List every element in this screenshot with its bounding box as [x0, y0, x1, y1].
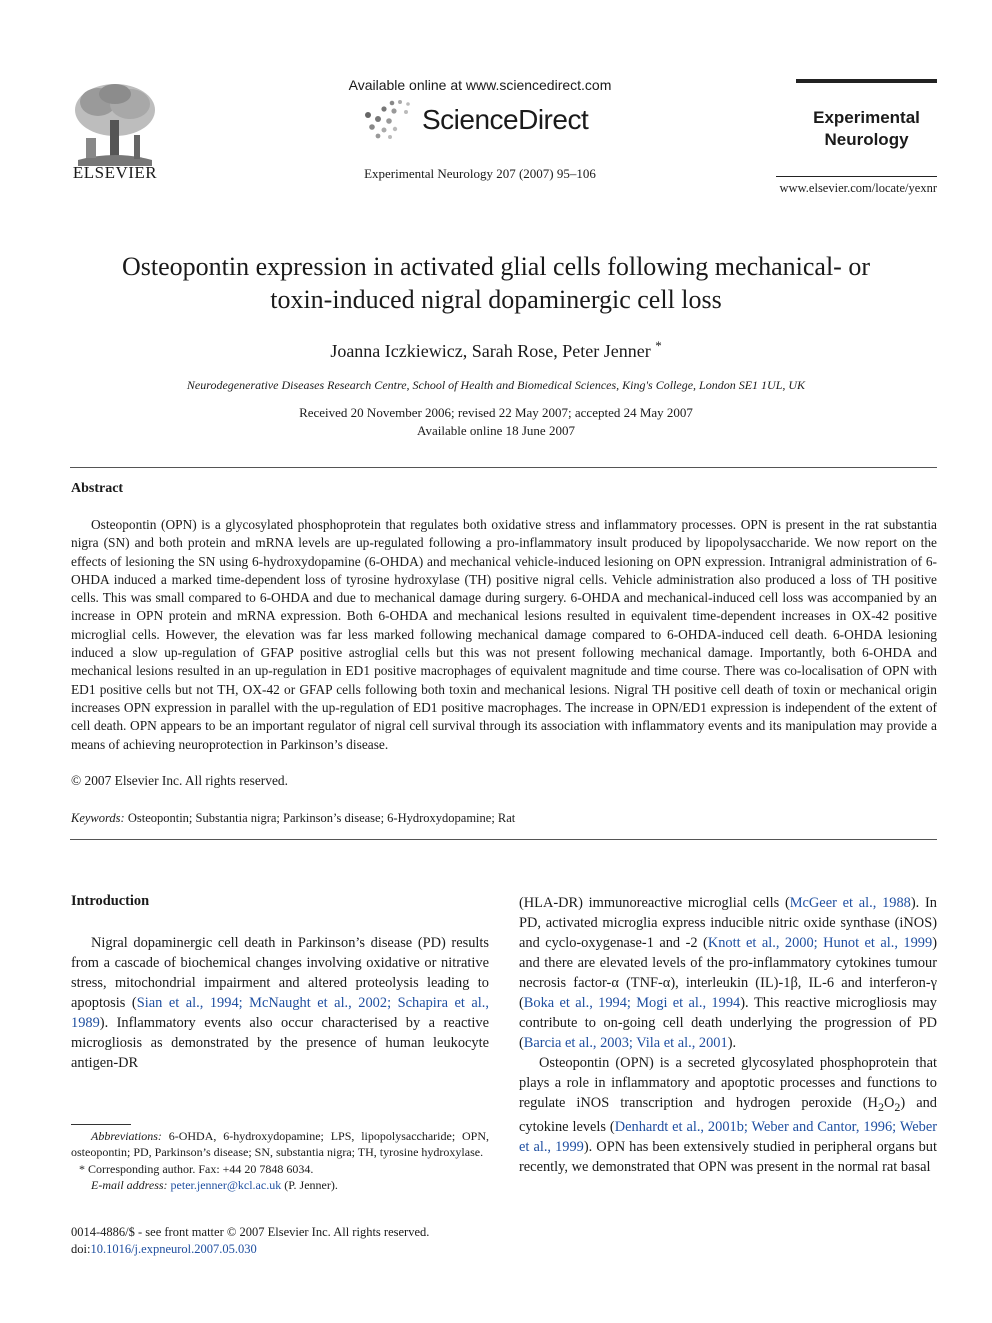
text-run: ) and cytokine levels (: [519, 1095, 938, 1135]
corresponding-text: Corresponding author. Fax: +44 20 7848 6034.: [88, 1161, 314, 1176]
text-run: Osteopontin (OPN) is a secreted glycosylated phosphoprotein that plays a role in inflammatory and apoptotic processes and functions to regulate iNOS transcription and hydrogen peroxide (H: [519, 1055, 937, 1111]
issn-line: 0014-4886/$ - see front matter © 2007 Elsevier Inc. All rights reserved.: [71, 1225, 430, 1239]
journal-title-line1: Experimental: [813, 108, 920, 127]
journal-rule-top: [796, 79, 937, 83]
citation-link[interactable]: Barcia et al., 2003; Vila et al., 2001: [523, 1035, 728, 1051]
citation-link[interactable]: Knott et al., 2000; Hunot et al., 1999: [707, 935, 933, 951]
email-link[interactable]: peter.jenner@kcl.ac.uk: [170, 1177, 282, 1192]
abbreviations-label: Abbreviations:: [91, 1129, 162, 1143]
abstract-bottom-rule: [70, 839, 937, 840]
journal-title: [796, 107, 937, 151]
footnotes: [71, 1128, 489, 1193]
text-run: ). This reactive microgliosis may contribute to on-going cell death underlying the progression of PD (: [519, 995, 937, 1051]
front-matter-info: [71, 1224, 489, 1258]
email-suffix: (P. Jenner).: [284, 1177, 338, 1192]
sciencedirect-dots-icon: [362, 99, 418, 139]
corresponding-footnote: [71, 1161, 489, 1177]
abstract-heading: Abstract: [71, 481, 124, 496]
text-run: (HLA-DR) immunoreactive microglial cells (: [519, 895, 790, 911]
text-run: ) and there are elevated levels of the pro-inflammatory cytokines tumour necrosis factor-α (TNF-α), interleukin (IL)-1β, IL-6 and interferon-γ (: [519, 935, 937, 1011]
doi-link[interactable]: 10.1016/j.expneurol.2007.05.030: [90, 1242, 257, 1256]
subscript: 2: [894, 1099, 901, 1114]
text-run: O: [883, 1095, 895, 1111]
text-run: Nigral dopaminergic cell death in Parkinson’s disease (PD) results from a cascade of biochemical changes involving oxidative or nitrative stress, mitochondrial impairment and altered proteolysis leading to apoptosis (: [71, 935, 489, 1011]
author-list: [60, 338, 932, 362]
right-column: [519, 893, 937, 1177]
abbreviations-text: 6-OHDA, 6-hydroxydopamine; LPS, lipopolysaccharide; OPN, osteopontin; PD, Parkinson’s disease; SN, substantia nigra; TH, tyrosine hydroxylase.: [71, 1129, 490, 1160]
abstract-top-rule: [70, 467, 937, 468]
corresponding-mark: *: [79, 1161, 85, 1176]
abstract-body: Osteopontin (OPN) is a glycosylated phosphoprotein that regulates both oxidative stress and inflammatory processes. OPN is present in the rat substantia nigra (SN) and both protein and mRNA levels are up-regulated following a pro-inflammatory insult produced by lipopolysaccharide. We now report on the effects of lesioning the SN using 6-hydroxydopamine (6-OHDA) and mechanical vehicle-induced lesioning on OPN expression. Intranigral administration of 6-OHDA induced a marked time-dependent loss of tyrosine hydroxylase (TH) positive nigral cells. Vehicle administration also produced a loss of TH positive cells. This was small compared to 6-OHDA and due to mechanical damage during surgery. 6-OHDA and mechanical-induced cell loss was accompanied by an increase in OPN protein and mRNA expression. Both 6-OHDA and mechanical lesions resulted in equivalent time-dependent increases in OX-42 positive microglial cells. However, the elevation was far less marked following mechanical damage compared to 6-OHDA-induced cell death. 6-OHDA lesioning induced a slow up-regulation of GFAP positive astroglial cells but this was not present following mechanical damage. Importantly, both 6-OHDA and mechanical lesions resulted in an up-regulation in ED1 positive macrophages of equivalent magnitude and time course. There was co-localisation of OPN with ED1 positive cells but not TH, OX-42 or GFAP cells following both toxin and mechanical lesions. Nigral TH positive cell death of toxin or mechanical origin increases OPN expression in parallel with the up-regulation of ED1 positive macrophages. The increase in OPN/ED1 expression is independent of the extent of cell death. OPN appears to be an important regulator of nigral cell survival through its association with inflammatory events and its manipulation may provide a means of achieving neuroprotection in Parkinson’s disease.: [71, 517, 937, 752]
received-dates: Received 20 November 2006; revised 22 May 2007; accepted 24 May 2007: [299, 405, 693, 420]
text-run: ).: [727, 1035, 737, 1051]
doi-label: doi:: [71, 1242, 91, 1256]
intro-paragraph-2: [519, 1053, 937, 1177]
sciencedirect-wordmark[interactable]: ScienceDirect: [422, 104, 589, 135]
citation-link[interactable]: Boka et al., 1994; Mogi et al., 1994: [523, 995, 741, 1011]
elsevier-tree-logo: [68, 80, 162, 166]
citation-link[interactable]: Sian et al., 1994; McNaught et al., 2002; Schapira et al., 1989: [71, 995, 489, 1031]
email-footnote: [71, 1177, 489, 1193]
abbreviations-footnote: [71, 1128, 489, 1161]
copyright-notice: © 2007 Elsevier Inc. All rights reserved.: [71, 773, 288, 788]
citation-link[interactable]: McGeer et al., 1988: [789, 895, 911, 911]
article-dates: [60, 404, 932, 440]
subscript: 2: [877, 1099, 884, 1114]
footnote-rule: [71, 1124, 131, 1125]
available-online-text[interactable]: Available online at www.sciencedirect.com: [348, 77, 612, 93]
article-title-line1: Osteopontin expression in activated glial cells following mechanical- or: [121, 252, 870, 281]
introduction-heading: Introduction: [71, 893, 150, 909]
journal-rule-bottom: [776, 176, 937, 177]
author-names: Joanna Iczkiewicz, Sarah Rose, Peter Jenner: [330, 341, 651, 361]
publisher-name: ELSEVIER: [72, 163, 158, 182]
email-label: E-mail address:: [91, 1177, 168, 1192]
text-run: ). Inflammatory events also occur characterised by a reactive microgliosis as demonstrated by the presence of human leukocyte antigen-DR: [71, 1015, 489, 1071]
available-online-date: Available online 18 June 2007: [417, 423, 575, 438]
keywords-label: Keywords:: [71, 811, 125, 825]
article-title-line2: toxin-induced nigral dopaminergic cell loss: [270, 285, 722, 314]
journal-title-line2: Neurology: [824, 130, 909, 149]
keywords: [71, 811, 515, 826]
journal-citation: Experimental Neurology 207 (2007) 95–106: [364, 166, 596, 181]
article-title: [60, 250, 932, 316]
citation-link[interactable]: Denhardt et al., 2001b; Weber and Cantor, 1996; Weber et al., 1999: [519, 1118, 938, 1155]
intro-paragraph-1: [71, 933, 489, 1073]
intro-paragraph-1-continued: [519, 893, 937, 1053]
keywords-list: Osteopontin; Substantia nigra; Parkinson’s disease; 6-Hydroxydopamine; Rat: [127, 811, 516, 825]
text-run: ). OPN has been extensively studied in peripheral organs but recently, we demonstrated that OPN was present in the normal rat basal: [519, 1138, 937, 1175]
doi-line: [71, 1241, 489, 1258]
text-run: ). In PD, activated microglia express inducible nitric oxide synthase (iNOS) and cyclo-oxygenase-1 and -2 (: [519, 895, 937, 951]
journal-url[interactable]: www.elsevier.com/locate/yexnr: [779, 181, 937, 195]
affiliation: Neurodegenerative Diseases Research Centre, School of Health and Biomedical Sciences, King's College, London SE1 1UL, UK: [186, 378, 806, 392]
corresponding-author-mark[interactable]: *: [655, 338, 662, 353]
